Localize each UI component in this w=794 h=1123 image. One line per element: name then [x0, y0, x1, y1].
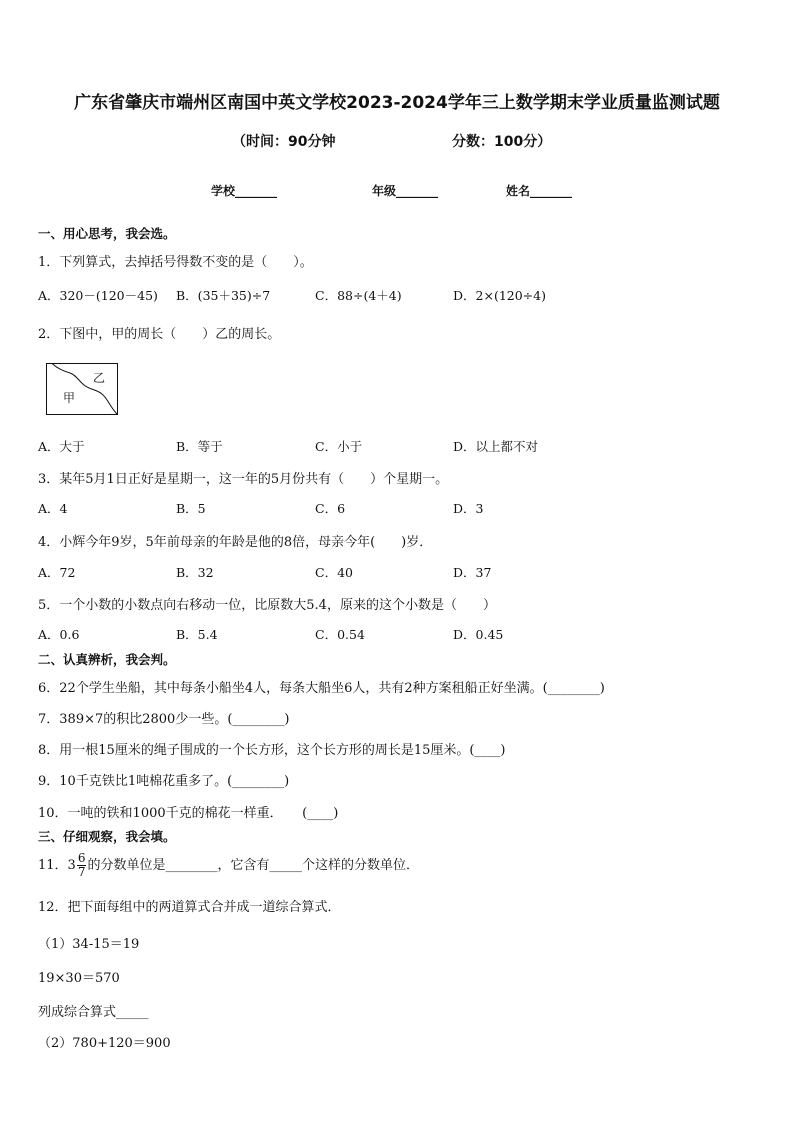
option-4d: D．37: [453, 565, 492, 580]
figure-label-jia: 甲: [63, 391, 76, 405]
name-field: 姓名_______: [506, 184, 573, 198]
option-3a: A．4: [38, 501, 68, 516]
option-2d: D．以上都不对: [453, 439, 539, 454]
section-heading-choice: 一、用心思考，我会选。: [38, 226, 176, 241]
question-6: 6．22个学生坐船，其中每条小船坐4人，每条大船坐6人，共有2种方案租船正好坐满。(________): [38, 681, 605, 696]
question-4: 4．小辉今年9岁，5年前母亲的年龄是他的8倍，母亲今年( )岁．: [38, 535, 433, 550]
question-11: [38, 852, 419, 879]
option-5a: A．0.6: [38, 627, 80, 642]
option-1a: A．320－(120－45): [38, 288, 158, 303]
question-1: 1．下列算式，去掉括号得数不变的是（ ）。: [38, 255, 313, 270]
section-heading-judge: 二、认真辨析，我会判。: [38, 652, 176, 667]
figure-curve: [52, 364, 118, 415]
question-12-part1-line2: 19×30＝570: [38, 971, 120, 986]
question-8: 8．用一根15厘米的绳子围成的一个长方形，这个长方形的周长是15厘米。(____): [38, 743, 506, 758]
perimeter-figure-svg: [46, 363, 118, 415]
option-4a: A．72: [38, 565, 76, 580]
question-12: 12．把下面每组中的两道算式合并成一道综合算式．: [38, 900, 341, 915]
option-4b: B．32: [176, 565, 214, 580]
option-2c: C．小于: [315, 439, 363, 454]
exam-title: 广东省肇庆市端州区南国中英文学校2023-2024学年三上数学期末学业质量监测试题: [74, 93, 720, 113]
option-2a: A．大于: [38, 439, 85, 454]
option-5d: D．0.45: [453, 627, 504, 642]
option-3c: C．6: [315, 501, 346, 516]
question-12-part1-line3: 列成综合算式_____: [38, 1005, 149, 1020]
figure-label-yi: 乙: [93, 371, 106, 385]
perimeter-figure: [46, 363, 118, 415]
option-1d: D．2×(120÷4): [453, 288, 546, 303]
question-3: 3．某年5月1日正好是星期一，这一年的5月份共有（ ）个星期一。: [38, 472, 449, 487]
mixed-fraction: [77, 852, 87, 879]
option-5b: B．5.4: [176, 627, 218, 642]
question-7: 7．389×7的积比2800少一些。(________): [38, 712, 290, 727]
option-3b: B．5: [176, 501, 206, 516]
option-4c: C．40: [315, 565, 353, 580]
question-12-part1-line1: （1）34-15＝19: [38, 937, 140, 952]
question-11-suffix: 的分数单位是________，它含有_____个这样的分数单位．: [87, 858, 419, 873]
fraction-denominator: 7: [77, 865, 86, 879]
option-2b: B．等于: [176, 439, 223, 454]
question-5: 5．一个小数的小数点向右移动一位，比原数大5.4，原来的这个小数是（ ）: [38, 598, 496, 613]
exam-time: （时间：90分钟: [232, 134, 336, 150]
option-1b: B．(35＋35)÷7: [176, 288, 271, 303]
question-2: 2．下图中，甲的周长（ ）乙的周长。: [38, 327, 281, 342]
question-12-part2-line1: （2）780+120＝900: [38, 1036, 171, 1051]
figure-border: [47, 364, 118, 415]
school-field: 学校_______: [211, 184, 278, 198]
question-10: 10．一吨的铁和1000千克的棉花一样重． (____): [38, 806, 339, 821]
fraction-numerator: 6: [77, 851, 86, 865]
question-9: 9．10千克铁比1吨棉花重多了。(________): [38, 774, 290, 789]
option-3d: D．3: [453, 501, 484, 516]
exam-score: 分数：100分）: [452, 134, 552, 150]
grade-field: 年级_______: [372, 184, 439, 198]
option-1c: C．88÷(4＋4): [315, 288, 402, 303]
option-5c: C．0.54: [315, 627, 365, 642]
question-11-prefix: 11．3: [38, 858, 76, 873]
section-heading-fill: 三、仔细观察，我会填。: [38, 829, 176, 844]
